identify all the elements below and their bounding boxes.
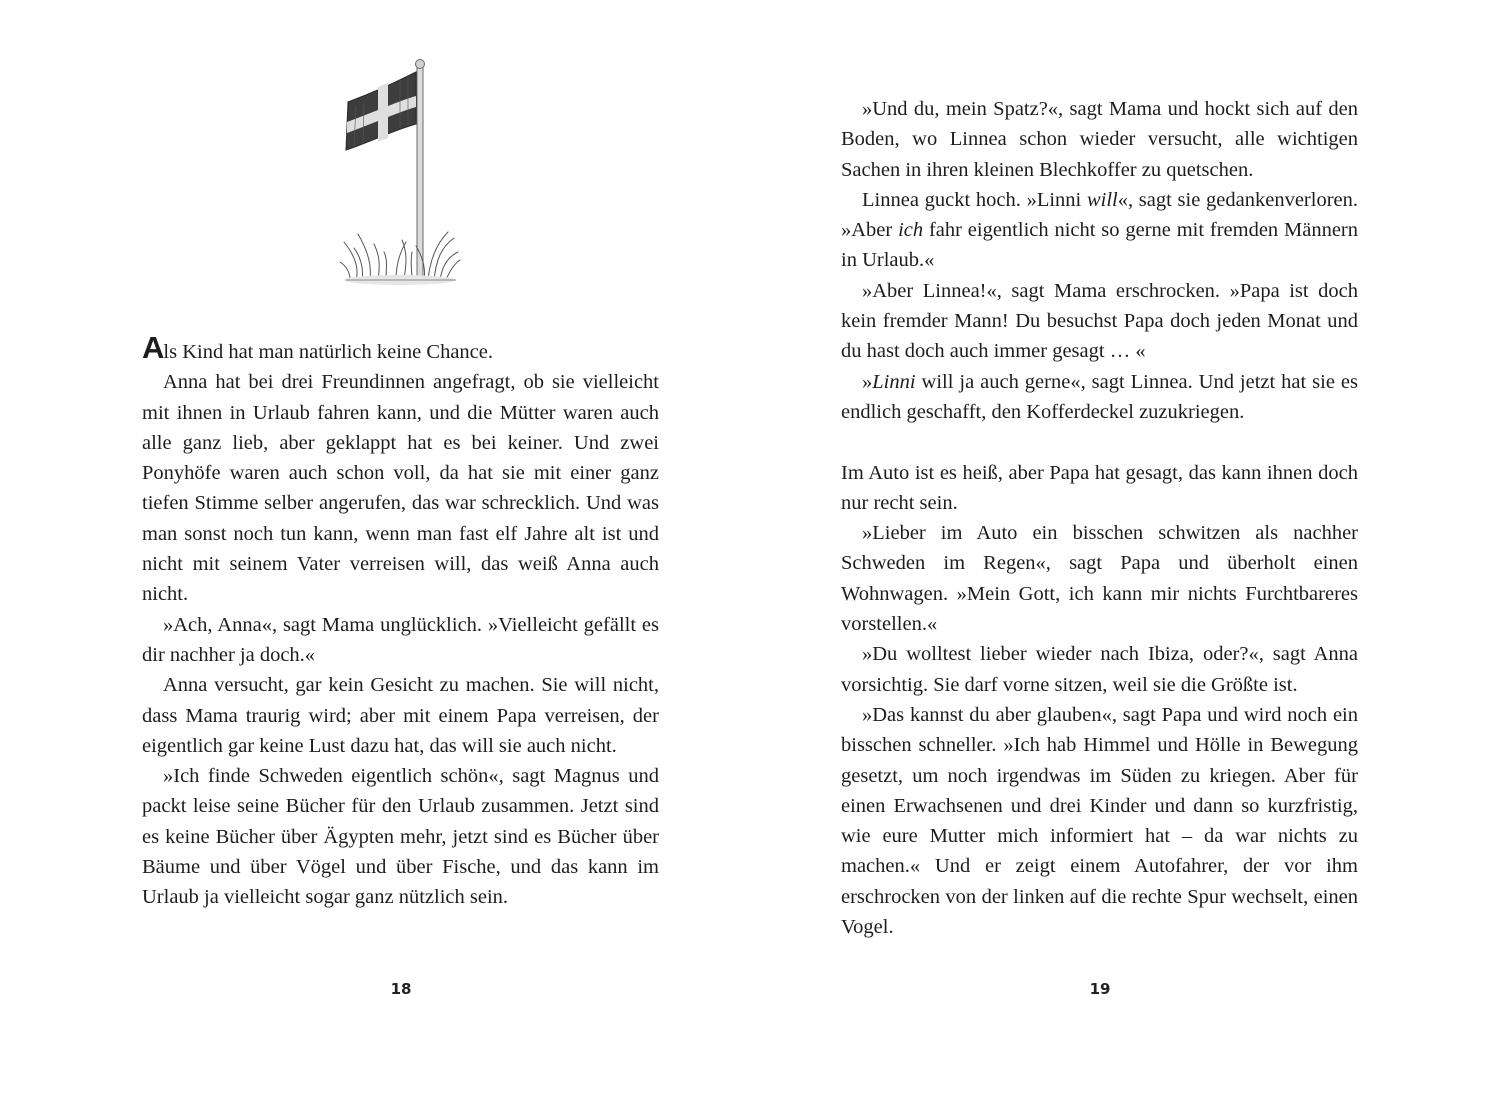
paragraph: »Aber Linnea!«, sagt Mama erschrocken. »Papa ist doch kein fremder Mann! Du besuchst Papa doch jeden Monat und du hast doch auch immer gesagt … «: [841, 279, 1358, 363]
paragraph: »Du wolltest lieber wieder nach Ibiza, oder?«, sagt Anna vorsichtig. Sie darf vorne sitzen, weil sie die Größte ist.: [841, 643, 1358, 696]
paragraph: Linnea guckt hoch. »Linni will«, sagt sie gedankenverloren. »Aber ich fahr eigentlich nicht so gerne mit fremden Männern in Urlaub.«: [841, 188, 1359, 272]
paragraph: »Und du, mein Spatz?«, sagt Mama und hockt sich auf den Boden, wo Linnea schon wieder versucht, alle wichtigen Sachen in ihren kleinen Blechkoffer zu quetschen.: [841, 98, 1358, 181]
paragraph: Anna hat bei drei Freundinnen angefragt, ob sie vielleicht mit ihnen in Urlaub fahren kann, und die Mütter waren auch alle ganz lieb, aber geklappt hat es bei keiner. Und zwei Ponyhöfe waren auch schon voll, da hat sie mit einer ganz tiefen Stimme selber angerufen, das war schrecklich. Und was man sonst noch tun kann, wenn man fast elf Jahre alt ist und nicht mit seinem Vater verreisen will, das weiß Anna auch nicht.: [142, 371, 659, 606]
paragraph: »Ach, Anna«, sagt Mama unglücklich. »Vielleicht gefällt es dir nachher ja doch.«: [142, 613, 659, 666]
page-number-left: 18: [390, 980, 412, 998]
page-number-right: 19: [1089, 980, 1111, 998]
paragraph: Im Auto ist es heiß, aber Papa hat gesagt, das kann ihnen doch nur recht sein.: [841, 461, 1358, 514]
paragraph: »Lieber im Auto ein bisschen schwitzen als nachher Schweden im Regen«, sagt Papa und überholt einen Wohnwagen. »Mein Gott, ich kann mir nichts Furchtbareres vorstellen.«: [841, 522, 1358, 636]
paragraph: Anna versucht, gar kein Gesicht zu machen. Sie will nicht, dass Mama traurig wird; aber mit einem Papa verreisen, der eigentlich gar keine Lust dazu hat, das will sie auch nicht.: [142, 674, 659, 757]
paragraph: »Das kannst du aber glauben«, sagt Papa und wird noch ein bisschen schneller. »Ich hab Himmel und Hölle in Bewegung gesetzt, um noch irgendwas im Süden zu kriegen. Aber für einen Erwachsenen und drei Kinder und dann so kurzfristig, wie eure Mutter mich informiert hat – da war nichts zu machen.« Und er zeigt einem Autofahrer, der vor ihm erschrocken von der linken auf die rechte Spur wechselt, einen Vogel.: [841, 703, 1358, 939]
right-page: [750, 0, 1500, 1094]
left-page-text: [142, 330, 659, 913]
right-page-text: [841, 94, 1358, 942]
paragraph: »Ich finde Schweden eigentlich schön«, sagt Magnus und packt leise seine Bücher für den Urlaub zusammen. Jetzt sind es keine Bücher über Ägypten mehr, jetzt sind es Bücher über Bäume und über Vögel und über Fische, und das kann im Urlaub ja vielleicht sogar ganz nützlich sein.: [142, 765, 659, 909]
drop-cap: A: [142, 330, 164, 365]
paragraph: Als Kind hat man natürlich keine Chance.: [142, 330, 494, 365]
flag-on-pole-icon: [336, 56, 464, 290]
paragraph: »Linni will ja auch gerne«, sagt Linnea. Und jetzt hat sie es endlich geschafft, den Kofferdeckel zuzukriegen.: [841, 370, 1358, 423]
